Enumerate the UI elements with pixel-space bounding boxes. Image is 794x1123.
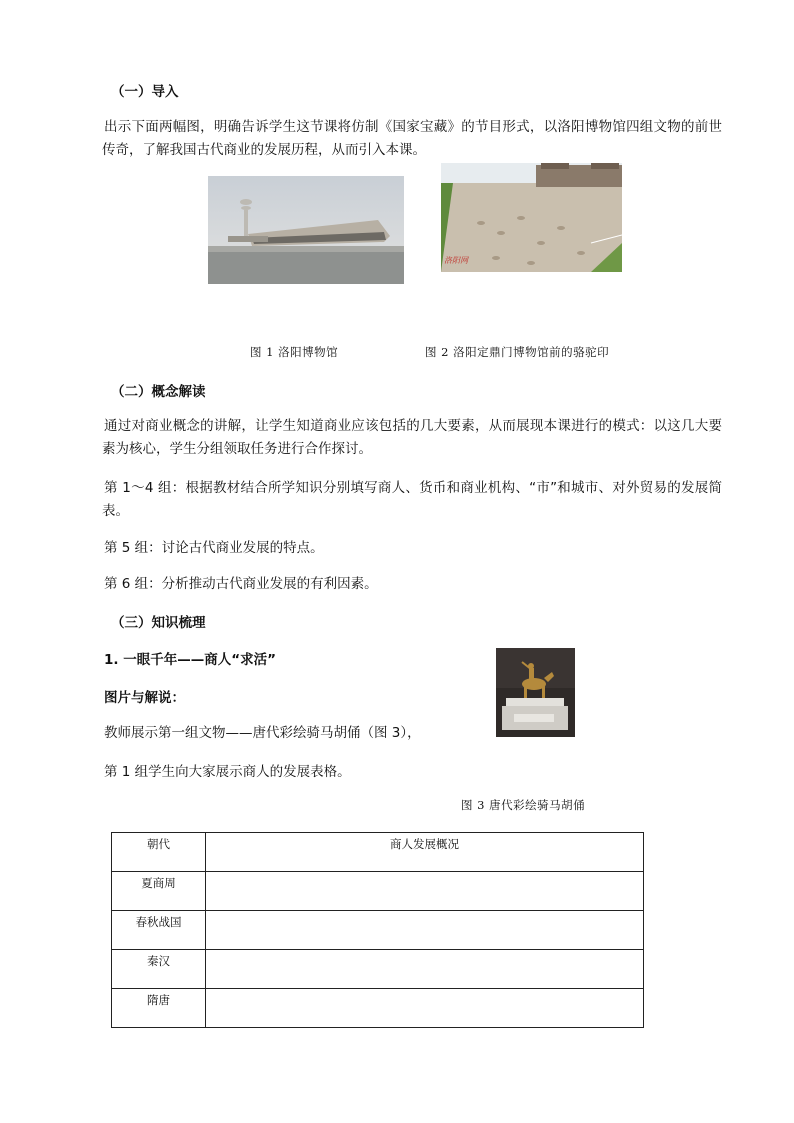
section-heading-intro: （一）导入 bbox=[111, 84, 179, 100]
summary-cell[interactable] bbox=[206, 872, 644, 911]
summary-cell[interactable] bbox=[206, 950, 644, 989]
dynasty-cell: 秦汉 bbox=[112, 950, 206, 989]
figure-2-caption: 图 2 洛阳定鼎门博物馆前的骆驼印 bbox=[425, 345, 610, 359]
groups-1-4-paragraph: 第 1～4 组：根据教材结合所学知识分别填写商人、货币和商业机构、“市”和城市、对外贸易的发展简表。 bbox=[102, 480, 722, 519]
merchant-development-table bbox=[111, 832, 644, 1028]
group-6-paragraph: 第 6 组：分析推动古代商业发展的有利因素。 bbox=[104, 576, 378, 592]
table-row bbox=[112, 911, 644, 950]
figure-3-photo bbox=[496, 648, 575, 737]
table-row bbox=[112, 989, 644, 1028]
header-summary: 商人发展概况 bbox=[206, 833, 644, 872]
figure-1-photo bbox=[208, 176, 404, 284]
watermark-text: 洛阳网 bbox=[444, 256, 468, 265]
figure-3-caption: 图 3 唐代彩绘骑马胡俑 bbox=[461, 798, 586, 812]
figure-1-caption: 图 1 洛阳博物馆 bbox=[250, 345, 339, 359]
subsection-label: 图片与解说： bbox=[104, 690, 185, 706]
group-5-paragraph: 第 5 组：讨论古代商业发展的特点。 bbox=[104, 540, 324, 556]
summary-cell[interactable] bbox=[206, 911, 644, 950]
section-heading-concept: （二）概念解读 bbox=[111, 384, 206, 400]
concept-paragraph: 通过对商业概念的讲解，让学生知道商业应该包括的几大要素，从而展现本课进行的模式：以这几大要素为核心，学生分组领取任务进行合作探讨。 bbox=[102, 418, 722, 457]
subsection-merchants: 1. 一眼千年——商人“求活” bbox=[104, 652, 276, 668]
group-1-line: 第 1 组学生向大家展示商人的发展表格。 bbox=[104, 764, 351, 780]
dynasty-cell: 春秋战国 bbox=[112, 911, 206, 950]
intro-paragraph: 出示下面两幅图，明确告诉学生这节课将仿制《国家宝藏》的节目形式，以洛阳博物馆四组文物的前世传奇，了解我国古代商业的发展历程，从而引入本课。 bbox=[102, 119, 722, 158]
table-row bbox=[112, 872, 644, 911]
dynasty-cell: 夏商周 bbox=[112, 872, 206, 911]
dynasty-cell: 隋唐 bbox=[112, 989, 206, 1028]
table-header-row bbox=[112, 833, 644, 872]
section-heading-knowledge: （三）知识梳理 bbox=[111, 615, 206, 631]
summary-cell[interactable] bbox=[206, 989, 644, 1028]
figure-2-photo bbox=[441, 163, 622, 272]
header-dynasty: 朝代 bbox=[112, 833, 206, 872]
teacher-line: 教师展示第一组文物——唐代彩绘骑马胡俑（图 3）， bbox=[104, 725, 421, 741]
table-row bbox=[112, 950, 644, 989]
